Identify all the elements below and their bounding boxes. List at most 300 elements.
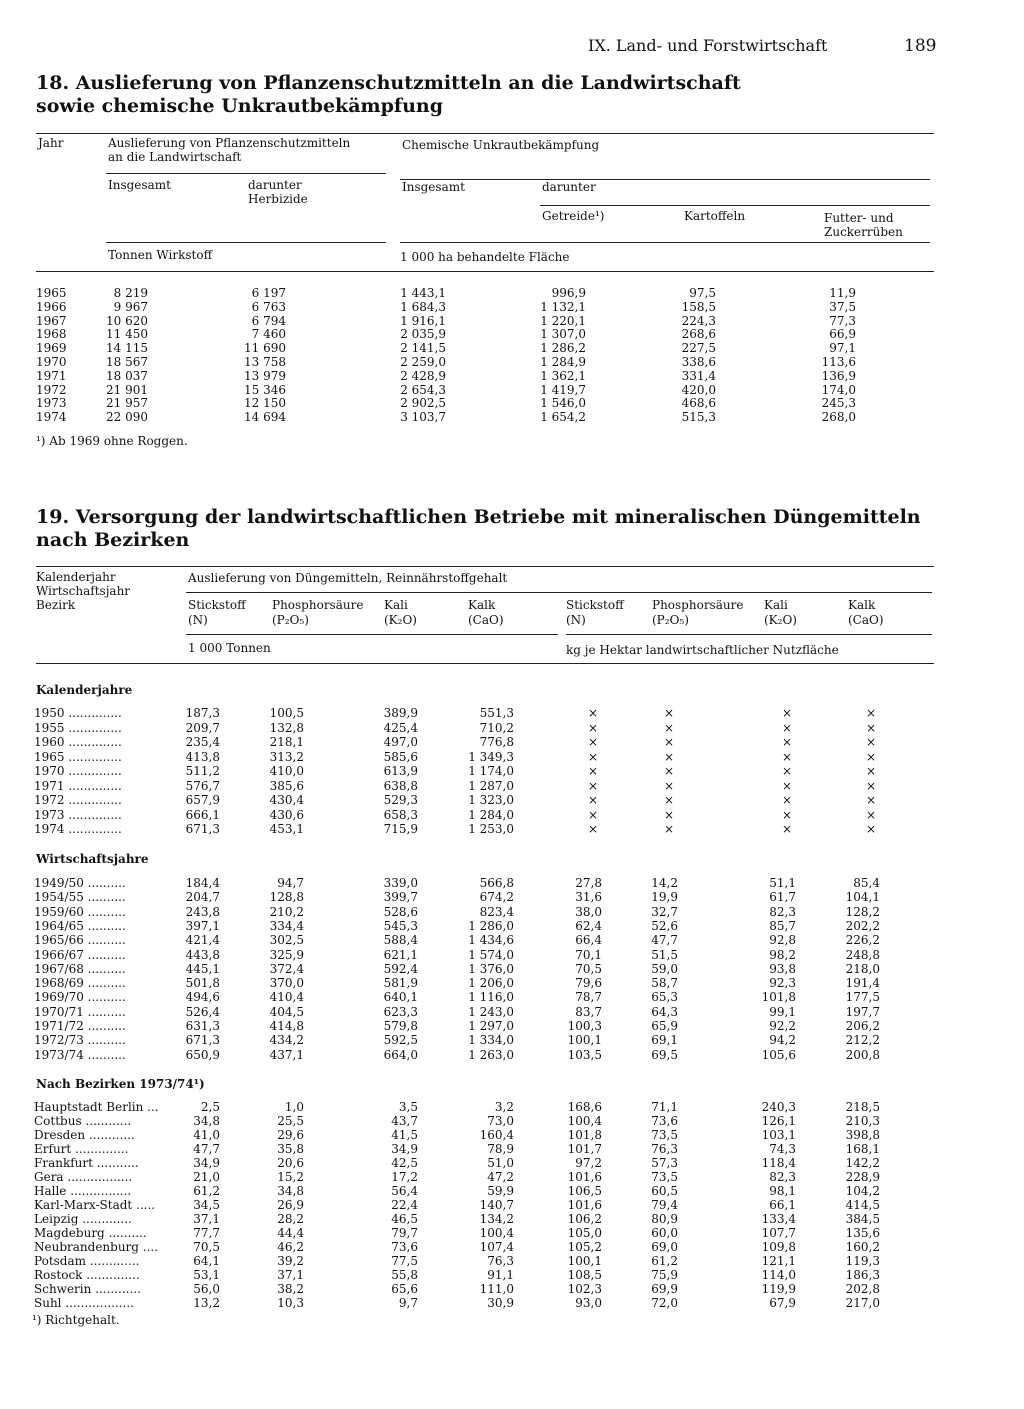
- table19-cell: 79,4: [651, 1198, 678, 1212]
- table19-cell: 61,2: [651, 1254, 678, 1268]
- table19-cell: 79,7: [391, 1226, 418, 1240]
- table19-cell: 134,2: [479, 1212, 514, 1226]
- table19-cell: 93,0: [575, 1296, 602, 1310]
- table19-cell: 71,1: [651, 1100, 678, 1114]
- table19-cell: 389,9: [383, 706, 418, 720]
- table19-cell: 650,9: [185, 1047, 220, 1062]
- table19-cell: 119,3: [845, 1254, 880, 1268]
- table19-cell: 372,4: [269, 961, 304, 976]
- cross-mark: ×: [587, 720, 598, 735]
- table19-cell: 26,9: [277, 1198, 304, 1212]
- table19-cell: 1 253,0: [468, 822, 514, 836]
- table19-cell: 325,9: [269, 947, 304, 962]
- table19-cell: 101,7: [567, 1142, 602, 1156]
- table18-getreide: Getreide¹): [542, 209, 605, 223]
- table18-insgesamt-right: Insgesamt: [402, 180, 465, 194]
- cross-mark: ×: [781, 749, 792, 764]
- table19-cell: 671,3: [185, 822, 220, 836]
- rule: [400, 179, 930, 180]
- table19-cell: 1 434,6: [468, 933, 514, 948]
- table19-cell: 240,3: [761, 1100, 796, 1114]
- cross-mark: ×: [865, 778, 876, 793]
- table19-cell: 1 174,0: [468, 764, 514, 778]
- table18-cell: 1 220,1: [540, 313, 586, 328]
- table19-cell: 37,1: [277, 1268, 304, 1282]
- table19-cell: 39,2: [277, 1254, 304, 1268]
- table19-cell: 28,2: [277, 1212, 304, 1226]
- table19-row-label: Suhl ..................: [34, 1296, 134, 1310]
- table19-row-label: Magdeburg ..........: [34, 1226, 147, 1240]
- table19-row-label: 1973/74 ..........: [34, 1047, 126, 1062]
- table18-cell: 468,6: [681, 396, 716, 411]
- table18-cell: 6 794: [251, 313, 286, 328]
- table19-cell: 218,5: [845, 1100, 880, 1114]
- table19-cell: 114,0: [761, 1268, 796, 1282]
- table19-stub-1: Kalenderjahr: [36, 570, 116, 584]
- table19-cell: 44,4: [277, 1226, 304, 1240]
- table19-row-label: 1965/66 ..........: [34, 933, 126, 948]
- table19-cell: 160,2: [845, 1240, 880, 1254]
- table19-cell: 100,4: [479, 1226, 514, 1240]
- cross-mark: ×: [663, 822, 674, 836]
- table19-cell: 51,0: [487, 1156, 514, 1170]
- table19-cell: 1 574,0: [468, 947, 514, 962]
- table19-cell: 334,4: [269, 918, 304, 933]
- table19-cell: 100,5: [269, 706, 304, 720]
- table19-cell: 97,2: [575, 1156, 602, 1170]
- table18-cell: 22 090: [106, 410, 148, 425]
- table18-cell: 1 362,1: [540, 368, 586, 383]
- table18-head-pflanz-2: an die Landwirtschaft: [108, 150, 242, 164]
- table19-cell: 69,0: [651, 1240, 678, 1254]
- table19-cell: 118,4: [761, 1156, 796, 1170]
- table19-title-line1: 19. Versorgung der landwirtschaftlichen Betriebe mit mineralischen Düngemitteln: [36, 506, 921, 528]
- cross-mark: ×: [781, 735, 792, 749]
- table19-row-label: Schwerin ............: [34, 1282, 141, 1296]
- table19-cell: 526,4: [185, 1004, 220, 1019]
- table19-cell: 25,5: [277, 1114, 304, 1128]
- table19-row-label: 1973 ..............: [34, 807, 122, 822]
- table18-cell: 1 916,1: [400, 313, 446, 328]
- cross-mark: ×: [865, 822, 876, 836]
- table18-cell: 7 460: [251, 327, 286, 342]
- table19-head-main: Auslieferung von Düngemitteln, Reinnährstoffgehalt: [188, 571, 508, 585]
- table19-cell: 430,6: [269, 807, 304, 822]
- table19-colhead-unit-6: (K₂O): [764, 613, 797, 627]
- table19-cell: 200,8: [845, 1047, 880, 1062]
- table18-title-line2: sowie chemische Unkrautbekämpfung: [36, 95, 444, 117]
- table18-cell: 6 763: [251, 299, 286, 314]
- table19-row-label: 1955 ..............: [34, 720, 122, 735]
- table19-cell: 1 376,0: [468, 961, 514, 976]
- table19-cell: 105,6: [761, 1047, 796, 1062]
- table19-cell: 101,6: [567, 1198, 602, 1212]
- table19-cell: 101,8: [567, 1128, 602, 1142]
- table19-cell: 76,3: [487, 1254, 514, 1268]
- page-number: 189: [904, 36, 937, 56]
- table19-cell: 674,2: [479, 890, 514, 905]
- table19-cell: 17,2: [391, 1170, 418, 1184]
- cross-mark: ×: [587, 735, 598, 749]
- table19-cell: 206,2: [845, 1019, 880, 1033]
- table19-row-label: Dresden ............: [34, 1128, 135, 1142]
- table18-cell: 18 567: [106, 355, 148, 369]
- table19-cell: 19,9: [651, 890, 678, 905]
- table18-insgesamt-left: Insgesamt: [108, 178, 171, 192]
- table19-cell: 585,6: [383, 749, 418, 764]
- table18-cell: 2 654,3: [400, 382, 446, 397]
- table19-cell: 41,5: [391, 1128, 418, 1142]
- table19-cell: 83,7: [575, 1004, 602, 1019]
- table18-cell: 21 901: [106, 382, 148, 397]
- table18-cell: 1 443,1: [400, 286, 446, 300]
- table18-cell: 1 286,2: [540, 341, 586, 356]
- table19-cell: 302,5: [269, 933, 304, 948]
- cross-mark: ×: [865, 807, 876, 822]
- table19-cell: 102,3: [567, 1282, 602, 1296]
- table19-colhead-7: Kalk: [848, 598, 876, 612]
- table18-cell: 66,9: [829, 327, 856, 342]
- table19-cell: 42,5: [391, 1156, 418, 1170]
- table19-section-kalenderjahre: Kalenderjahre: [36, 683, 133, 697]
- table18-cell: 1 546,0: [540, 396, 586, 411]
- rule: [186, 634, 558, 635]
- table19-cell: 511,2: [185, 764, 220, 778]
- table18-cell: 174,0: [821, 382, 856, 397]
- cross-mark: ×: [587, 749, 598, 764]
- table19-cell: 98,1: [769, 1184, 796, 1198]
- table19-cell: 106,5: [567, 1184, 602, 1198]
- table19-cell: 1 116,0: [468, 990, 514, 1005]
- table19-cell: 10,3: [277, 1296, 304, 1310]
- table18-cell-year: 1967: [36, 313, 67, 328]
- table19-cell: 160,4: [479, 1128, 514, 1142]
- table19-cell: 78,9: [487, 1142, 514, 1156]
- table19-cell: 34,8: [193, 1114, 220, 1128]
- table18-title-line1: 18. Auslieferung von Pflanzenschutzmitteln an die Landwirtschaft: [36, 72, 741, 94]
- table19-cell: 21,0: [193, 1170, 220, 1184]
- table19-cell: 715,9: [383, 822, 418, 836]
- table19-cell: 34,9: [193, 1156, 220, 1170]
- table19-cell: 217,0: [845, 1296, 880, 1310]
- table18-kartoffeln: Kartoffeln: [684, 209, 746, 223]
- table19-cell: 413,8: [185, 749, 220, 764]
- table19-cell: 497,0: [383, 735, 418, 749]
- table19-cell: 37,1: [193, 1212, 220, 1226]
- table19-cell: 623,3: [383, 1004, 418, 1019]
- table19-cell: 710,2: [479, 720, 514, 735]
- table19-cell: 104,2: [845, 1184, 880, 1198]
- table19-cell: 243,8: [185, 904, 220, 919]
- table19-cell: 31,6: [575, 890, 602, 905]
- table19-cell: 93,8: [769, 961, 796, 976]
- table19-cell: 3,5: [398, 1100, 418, 1114]
- rule: [106, 173, 386, 174]
- table19-cell: 109,8: [761, 1240, 796, 1254]
- cross-mark: ×: [587, 807, 598, 822]
- cross-mark: ×: [781, 764, 792, 778]
- cross-mark: ×: [781, 793, 792, 807]
- table19-cell: 1,0: [284, 1100, 304, 1114]
- table18-cell: 3 103,7: [400, 410, 446, 425]
- table19-cell: 67,9: [769, 1296, 796, 1310]
- table19-cell: 60,0: [651, 1226, 678, 1240]
- table19-colhead-2: Kali: [384, 598, 408, 612]
- table18-cell-year: 1974: [36, 410, 67, 425]
- table19-row-label: 1954/55 ..........: [34, 890, 126, 905]
- table19-cell: 434,2: [269, 1033, 304, 1048]
- table19-cell: 13,2: [193, 1296, 220, 1310]
- table18-cell: 1 307,0: [540, 327, 586, 342]
- table19-cell: 410,0: [269, 764, 304, 778]
- table19-row-label: Gera .................: [34, 1170, 133, 1184]
- table19-cell: 34,8: [277, 1184, 304, 1198]
- cross-mark: ×: [781, 807, 792, 822]
- table18-cell: 77,3: [829, 313, 856, 328]
- table19-cell: 64,1: [193, 1254, 220, 1268]
- table19-cell: 27,8: [575, 876, 602, 890]
- table19-cell: 430,4: [269, 793, 304, 807]
- table19-cell: 1 243,0: [468, 1004, 514, 1019]
- table18-cell: 10 620: [106, 313, 148, 328]
- table19-row-label: Karl-Marx-Stadt .....: [34, 1198, 156, 1212]
- table18-cell: 6 197: [251, 286, 286, 300]
- table19-cell: 823,4: [479, 904, 514, 919]
- table19-cell: 168,6: [567, 1100, 602, 1114]
- table19-cell: 53,1: [193, 1268, 220, 1282]
- table19-cell: 59,0: [651, 961, 678, 976]
- table18-cell: 2 428,9: [400, 368, 446, 383]
- table19-cell: 187,3: [185, 706, 220, 720]
- table19-row-label: 1972 ..............: [34, 793, 122, 807]
- table19-cell: 339,0: [383, 876, 418, 890]
- table19-cell: 108,5: [567, 1268, 602, 1282]
- table19-cell: 91,1: [487, 1268, 514, 1282]
- rule: [400, 242, 930, 243]
- table18-cell-year: 1970: [36, 355, 67, 369]
- table19-cell: 85,4: [853, 876, 880, 890]
- rule: [566, 634, 932, 635]
- table19-cell: 666,1: [185, 807, 220, 822]
- table19-cell: 579,8: [383, 1019, 418, 1033]
- table18-cell: 136,9: [821, 368, 856, 383]
- table19-unit-right: kg je Hektar landwirtschaftlicher Nutzfläche: [566, 643, 839, 657]
- table18-head-pflanz-1: Auslieferung von Pflanzenschutzmitteln: [108, 136, 351, 150]
- table19-row-label: 1967/68 ..........: [34, 961, 126, 976]
- table19-row-label: 1968/69 ..........: [34, 976, 126, 991]
- cross-mark: ×: [781, 822, 792, 836]
- table19-cell: 1 287,0: [468, 778, 514, 793]
- table19-cell: 404,5: [269, 1004, 304, 1019]
- table18-cell: 2 259,0: [400, 355, 446, 369]
- table18-cell-year: 1965: [36, 286, 67, 300]
- table18-cell: 268,0: [821, 410, 856, 425]
- table19-colhead-unit-0: (N): [188, 613, 208, 627]
- table19-cell: 202,8: [845, 1282, 880, 1296]
- table19-cell: 209,7: [185, 720, 220, 735]
- table19-cell: 545,3: [383, 918, 418, 933]
- table19-cell: 313,2: [269, 749, 304, 764]
- table19-cell: 94,7: [277, 876, 304, 890]
- table18-cell: 1 132,1: [540, 299, 586, 314]
- cross-mark: ×: [587, 822, 598, 836]
- table19-cell: 101,8: [761, 990, 796, 1005]
- table19-cell: 142,2: [845, 1156, 880, 1170]
- table19-row-label: 1949/50 ..........: [34, 876, 126, 890]
- table19-row-label: 1972/73 ..........: [34, 1033, 126, 1048]
- table19-cell: 384,5: [845, 1212, 880, 1226]
- cross-mark: ×: [865, 706, 876, 720]
- cross-mark: ×: [781, 706, 792, 720]
- table19-cell: 528,6: [383, 904, 418, 919]
- cross-mark: ×: [663, 720, 674, 735]
- table18-cell: 14 115: [106, 341, 148, 356]
- table19-cell: 77,7: [193, 1226, 220, 1240]
- table19-cell: 104,1: [845, 890, 880, 905]
- table19-row-label: 1950 ..............: [34, 706, 122, 720]
- table19-cell: 59,9: [487, 1184, 514, 1198]
- table19-cell: 51,1: [769, 876, 796, 890]
- table19-cell: 592,5: [383, 1033, 418, 1048]
- table19-stub-2: Wirtschaftsjahr: [36, 584, 131, 598]
- table19-cell: 588,4: [383, 933, 418, 948]
- cross-mark: ×: [663, 764, 674, 778]
- table19-row-label: 1970 ..............: [34, 764, 122, 778]
- table19-cell: 55,8: [391, 1268, 418, 1282]
- table19-cell: 132,8: [269, 720, 304, 735]
- table19-cell: 1 206,0: [468, 976, 514, 991]
- table19-colhead-1: Phosphorsäure: [272, 598, 364, 612]
- table19-cell: 72,0: [651, 1296, 678, 1310]
- table19-cell: 9,7: [398, 1296, 418, 1310]
- cross-mark: ×: [865, 749, 876, 764]
- table18-cell-year: 1966: [36, 299, 67, 314]
- table19-cell: 671,3: [185, 1033, 220, 1048]
- table19-cell: 107,7: [761, 1226, 796, 1240]
- table19-cell: 184,4: [185, 876, 220, 890]
- table19-cell: 126,1: [761, 1114, 796, 1128]
- table19-cell: 103,5: [567, 1047, 602, 1062]
- table18-cell: 113,6: [821, 355, 856, 369]
- table19-cell: 65,6: [391, 1282, 418, 1296]
- table19-row-label: Frankfurt ...........: [34, 1156, 139, 1170]
- table19-row-label: Halle ................: [34, 1184, 132, 1198]
- table19-cell: 664,0: [383, 1047, 418, 1062]
- table19-cell: 73,6: [391, 1240, 418, 1254]
- table19-cell: 29,6: [277, 1128, 304, 1142]
- table19-cell: 43,7: [391, 1114, 418, 1128]
- table18-cell: 97,1: [829, 341, 856, 356]
- running-header: IX. Land- und Forstwirtschaft: [588, 36, 828, 55]
- table19-row-label: 1960 ..............: [34, 735, 122, 749]
- table19-colhead-unit-7: (CaO): [848, 613, 884, 627]
- table19-row-label: 1970/71 ..........: [34, 1004, 126, 1019]
- table18-cell-year: 1969: [36, 341, 67, 356]
- table18-cell: 11,9: [829, 286, 856, 300]
- table19-cell: 177,5: [845, 990, 880, 1005]
- cross-mark: ×: [663, 807, 674, 822]
- table19-cell: 133,4: [761, 1212, 796, 1226]
- table18-darunter-right: darunter: [542, 180, 596, 194]
- table19-cell: 135,6: [845, 1226, 880, 1240]
- table19-cell: 210,2: [269, 904, 304, 919]
- table18-cell: 14 694: [244, 410, 286, 425]
- table19-cell: 62,4: [575, 918, 602, 933]
- table18-cell: 1 419,7: [540, 382, 586, 397]
- table19-cell: 576,7: [185, 778, 220, 793]
- table19-cell: 128,8: [269, 890, 304, 905]
- table19-cell: 3,2: [494, 1100, 514, 1114]
- table19-cell: 592,4: [383, 961, 418, 976]
- table19-cell: 64,3: [651, 1004, 678, 1019]
- table18-herbizide: Herbizide: [248, 192, 308, 206]
- table19-cell: 79,6: [575, 976, 602, 991]
- table18-cell: 12 150: [244, 396, 286, 411]
- table19-cell: 107,4: [479, 1240, 514, 1254]
- table19-cell: 20,6: [277, 1156, 304, 1170]
- table18-cell: 15 346: [244, 382, 286, 397]
- table19-cell: 566,8: [479, 876, 514, 890]
- table19-cell: 100,1: [567, 1254, 602, 1268]
- table18-cell: 245,3: [821, 396, 856, 411]
- table19-cell: 581,9: [383, 976, 418, 991]
- table19-cell: 613,9: [383, 764, 418, 778]
- table18-cell: 11 690: [244, 341, 286, 356]
- table19-cell: 197,7: [845, 1004, 880, 1019]
- cross-mark: ×: [781, 720, 792, 735]
- table18-cell: 9 967: [113, 299, 148, 314]
- rule: [540, 205, 930, 206]
- table19-cell: 47,7: [193, 1142, 220, 1156]
- table19-cell: 414,5: [845, 1198, 880, 1212]
- table19-row-label: 1965 ..............: [34, 749, 122, 764]
- table19-cell: 82,3: [769, 1170, 796, 1184]
- table19-cell: 658,3: [383, 807, 418, 822]
- table19-cell: 106,2: [567, 1212, 602, 1226]
- table19-cell: 56,4: [391, 1184, 418, 1198]
- table19-row-label: 1969/70 ..........: [34, 990, 126, 1005]
- table19-cell: 70,5: [575, 961, 602, 976]
- table18-cell: 331,4: [681, 368, 716, 383]
- table19-cell: 204,7: [185, 890, 220, 905]
- table18-cell: 224,3: [681, 313, 716, 328]
- table19-cell: 631,3: [185, 1019, 220, 1033]
- table19-cell: 212,2: [845, 1033, 880, 1048]
- table18-cell: 2 902,5: [400, 396, 446, 411]
- table18-cell: 8 219: [113, 286, 148, 300]
- table19-cell: 73,5: [651, 1128, 678, 1142]
- table19-cell: 35,8: [277, 1142, 304, 1156]
- table19-colhead-unit-5: (P₂O₅): [652, 613, 689, 627]
- table19-cell: 32,7: [651, 904, 678, 919]
- table19-cell: 1 263,0: [468, 1047, 514, 1062]
- table18-cell-year: 1973: [36, 396, 67, 411]
- table19-cell: 46,5: [391, 1212, 418, 1226]
- cross-mark: ×: [663, 778, 674, 793]
- table19-footnote: ¹) Richtgehalt.: [32, 1313, 120, 1327]
- table19-cell: 58,7: [651, 976, 678, 991]
- rule: [106, 242, 386, 243]
- table19-cell: 99,1: [769, 1004, 796, 1019]
- table19-cell: 51,5: [651, 947, 678, 962]
- table19-cell: 94,2: [769, 1033, 796, 1048]
- table19-cell: 15,2: [277, 1170, 304, 1184]
- table19-cell: 621,1: [383, 947, 418, 962]
- table19-cell: 100,3: [567, 1019, 602, 1033]
- table19-row-label: 1971/72 ..........: [34, 1019, 126, 1033]
- table19-cell: 529,3: [383, 793, 418, 807]
- table19-cell: 61,7: [769, 890, 796, 905]
